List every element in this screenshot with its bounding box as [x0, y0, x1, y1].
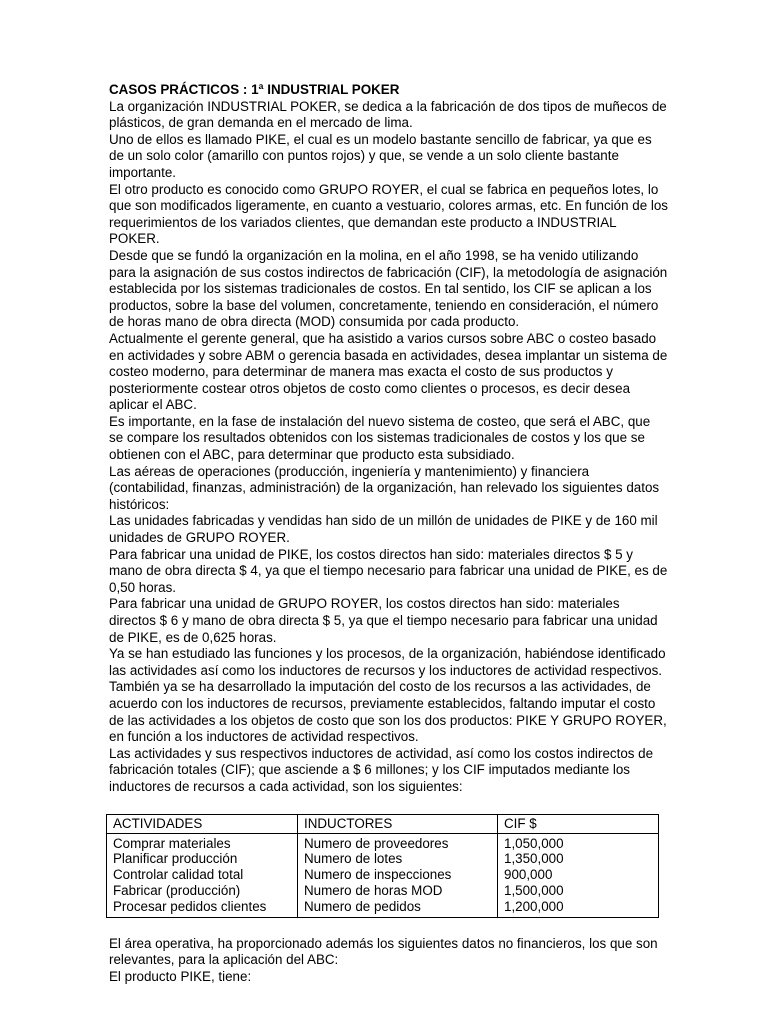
cell-inductor: Numero de horas MOD: [298, 883, 498, 899]
paragraph-grupo-royer: El otro producto es conocido como GRUPO ROYER, el cual se fabrica en pequeños lotes, lo que son modificados ligeramente, en cuanto a vestuario, colores armas, etc. En función de los requerimientos de los variados clientes, que demandan este producto a INDUSTRIAL POKER.: [109, 181, 669, 247]
paragraph-units: Las unidades fabricadas y vendidas han sido de un millón de unidades de PIKE y de 160 mil unidades de GRUPO ROYER.: [109, 513, 658, 546]
cell-activity: Procesar pedidos clientes: [107, 899, 298, 917]
cell-activity: Fabricar (producción): [107, 883, 298, 899]
table-header-row: [107, 814, 659, 833]
cell-activity: Planificar producción: [107, 851, 298, 867]
table-row: [107, 883, 659, 899]
paragraph-manager: Actualmente el gerente general, que ha asistido a varios cursos sobre ABC o costeo basado en actividades y sobre ABM o gerencia basada en actividades, desea implantar un sistema de costeo moderno, para determinar de manera mas exacta el costo de sus productos y posteriormente costear otros objetos de costo como clientes o procesos, es decir desea aplicar el ABC.: [109, 330, 668, 413]
activities-cif-table: [106, 814, 659, 918]
header-cif: CIF $: [498, 814, 659, 833]
paragraph-imputation: También ya se ha desarrollado la imputación del costo de los recursos a las actividades, de acuerdo con los inductores de recursos, previamente establecidos, faltando imputar el costo de las actividades a los objetos de costo que son los dos productos: PIKE Y GRUPO ROYER, en función a los inductores de actividad respectivos.: [109, 679, 667, 745]
paragraph-activities: Las actividades y sus respectivos inductores de actividad, así como los costos indirectos de fabricación totales (CIF); que asciende a $ 6 millones; y los CIF imputados mediante los inductores de recursos a cada actividad, son los siguientes:: [109, 745, 654, 794]
header-inductores: INDUCTORES: [298, 814, 498, 833]
cell-activity: Comprar materiales: [107, 833, 298, 851]
paragraph-royer-costs: Para fabricar una unidad de GRUPO ROYER, los costos directos han sido: materiales directos $ 6 y mano de obra directa $ 5, ya que el tiempo necesario para fabricar una unidad de PIKE, es de 0,625 horas.: [109, 596, 658, 645]
table-row: [107, 833, 659, 851]
cell-inductor: Numero de inspecciones: [298, 867, 498, 883]
table-row: [107, 867, 659, 883]
cell-cif: 1,500,000: [498, 883, 659, 899]
table-row: [107, 899, 659, 917]
cell-cif: 900,000: [498, 867, 659, 883]
document-title: CASOS PRÁCTICOS : 1ª INDUSTRIAL POKER: [109, 82, 400, 97]
cell-inductor: Numero de lotes: [298, 851, 498, 867]
paragraph-history: Desde que se fundó la organización en la molina, en el año 1998, se ha venido utilizando para la asignación de sus costos indirectos de fabricación (CIF), la metodología de asignación establecida por los sistemas tradicionales de costos. En tal sentido, los CIF se aplican a los productos, sobre la base del volumen, concretamente, teniendo en consideración, el número de horas mano de obra directa (MOD) consumida por cada producto.: [109, 247, 668, 330]
paragraph-pike: Uno de ellos es llamado PIKE, el cual es un modelo bastante sencillo de fabricar, ya que es de un solo color (amarillo con puntos rojos) y que, se vende a un solo cliente bastante importante.: [109, 131, 652, 180]
cell-cif: 1,350,000: [498, 851, 659, 867]
cell-activity: Controlar calidad total: [107, 867, 298, 883]
cell-inductor: Numero de proveedores: [298, 833, 498, 851]
paragraph-processes: Ya se han estudiado las funciones y los procesos, de la organización, habiéndose identificado las actividades así como los inductores de recursos y los inductores de actividad respectivos.: [109, 646, 666, 678]
paragraph-operational-data: El área operativa, ha proporcionado además los siguientes datos no financieros, los que son relevantes, para la aplicación del ABC:: [109, 935, 658, 968]
paragraph-areas: Las aéreas de operaciones (producción, ingeniería y mantenimiento) y financiera (contabilidad, finanzas, administración) de la organización, han relevado los siguientes datos históricos:: [109, 463, 660, 512]
cell-cif: 1,200,000: [498, 899, 659, 917]
paragraph-importance: Es importante, en la fase de instalación del nuevo sistema de costeo, que será el ABC, que se compare los resultados obtenidos con los sistemas tradicionales de costos y los que se obtienen con el ABC, para determinar que producto esta subsidiado.: [109, 413, 651, 463]
paragraph-intro: La organización INDUSTRIAL POKER, se dedica a la fabricación de dos tipos de muñecos de plásticos, de gran demanda en el mercado de lima.: [109, 98, 667, 131]
cell-cif: 1,050,000: [498, 833, 659, 851]
header-activities: ACTIVIDADES: [107, 814, 298, 833]
table-row: [107, 851, 659, 867]
paragraph-pike-costs: Para fabricar una unidad de PIKE, los costos directos han sido: materiales directos $ 5 y mano de obra directa $ 4, ya que el tiempo necesario para fabricar una unidad de PIKE, es de 0,50 horas.: [109, 546, 668, 595]
paragraph-pike-has: El producto PIKE, tiene:: [109, 968, 252, 984]
cell-inductor: Numero de pedidos: [298, 899, 498, 917]
